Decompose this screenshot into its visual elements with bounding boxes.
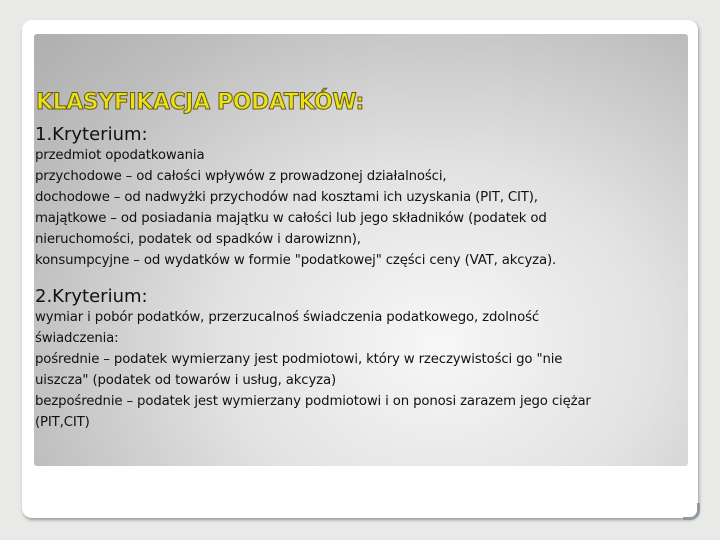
criterion-1-section <box>35 124 675 271</box>
criterion-2-line: pośrednie – podatek wymierzany jest podmiotowi, który w rzeczywistości go "nie <box>35 351 563 367</box>
criterion-2-section <box>35 286 675 433</box>
slide-corner-accent <box>683 503 700 520</box>
criterion-1-line: dochodowe – od nadwyżki przychodów nad kosztami ich uzyskania (PIT, CIT), <box>35 189 538 205</box>
criterion-2-line: wymiar i pobór podatków, przerzucalnoś świadczenia podatkowego, zdolność <box>35 310 540 325</box>
criterion-2-heading: 2.Kryterium: <box>35 286 148 307</box>
criterion-2-line: uiszcza" (podatek od towarów i usług, akcyza) <box>35 372 337 388</box>
slide-title: KLASYFIKACJA PODATKÓW: <box>36 90 364 115</box>
criterion-1-line: majątkowe – od posiadania majątku w całości lub jego składników (podatek od <box>35 210 547 226</box>
criterion-1-line: przedmiot opodatkowania <box>35 148 205 163</box>
criterion-2-line: świadczenia: <box>35 330 119 346</box>
criterion-2-line: bezpośrednie – podatek jest wymierzany podmiotowi i on ponosi zarazem jego ciężar <box>35 393 591 409</box>
criterion-1-heading: 1.Kryterium: <box>35 124 148 145</box>
criterion-1-line: przychodowe – od całości wpływów z prowadzonej działalności, <box>35 168 447 184</box>
criterion-1-line: nieruchomości, podatek od spadków i darowiznn), <box>35 231 361 247</box>
criterion-1-line: konsumpcyjne – od wydatków w formie "podatkowej" części ceny (VAT, akcyza). <box>35 252 557 268</box>
criterion-2-line: (PIT,CIT) <box>35 414 90 430</box>
